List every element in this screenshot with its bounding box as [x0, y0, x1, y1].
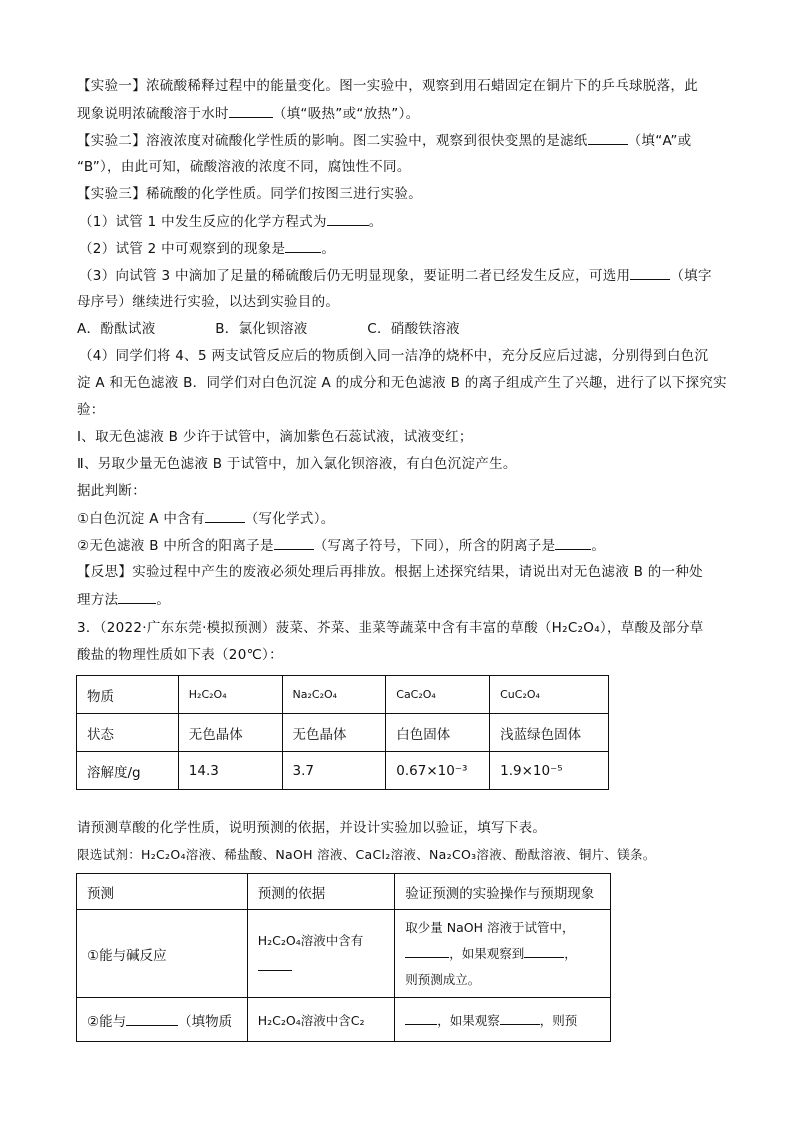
text-line: Ⅱ、另取少量无色滤液 B 于试管中，加入氯化钡溶液，有白色沉淀产生。	[77, 456, 517, 472]
table-cell: ，如果观察 ，则预	[395, 998, 611, 1042]
text-line: 请预测草酸的化学性质，说明预测的依据，并设计实验加以验证，填写下表。	[77, 820, 547, 836]
table-header-cell: 预测	[77, 874, 248, 910]
text-line: 验：	[77, 402, 105, 418]
options-line: A．酚酞试液 B．氯化钡溶液 C．硝酸铁溶液	[77, 321, 460, 337]
table-cell: 状态	[77, 714, 179, 752]
text-line: ②无色滤液 B 中所含的阳离子是 （写离子符号，下同），所含的阴离子是 。	[77, 538, 606, 554]
table-cell: 溶解度/g	[77, 752, 179, 790]
text-line: （3）向试管 3 中滴加了足量的稀硫酸后仍无明显现象，要证明二者已经发生反应，可选用 （填字	[79, 268, 712, 284]
text-line: 【实验三】稀硫酸的化学性质。同学们按图三进行实验。	[77, 186, 422, 202]
cell-text: 则预测成立。	[405, 971, 481, 987]
reagents-line: 限选试剂：H₂C₂O₄溶液、稀盐酸、NaOH 溶液、CaCl₂溶液、Na₂CO₃溶液、酚酞溶液、铜片、镁条。	[77, 847, 656, 862]
answer-blank[interactable]	[630, 266, 670, 280]
text-line: 淀 A 和无色滤液 B．同学们对白色沉淀 A 的成分和无色滤液 B 的离子组成产生了兴趣，进行了以下探究实	[77, 375, 727, 391]
text-line: Ⅰ、取无色滤液 B 少许于试管中，滴加紫色石蕊试液，试液变红；	[77, 429, 473, 445]
table-row	[77, 910, 611, 998]
table-cell: 白色固体	[386, 714, 490, 752]
prediction-table	[76, 873, 611, 1042]
table-cell: H₂C₂O₄	[178, 676, 282, 714]
answer-blank[interactable]	[285, 239, 321, 253]
table-cell: ①能与碱反应	[77, 910, 248, 998]
answer-blank[interactable]	[258, 957, 292, 971]
answer-blank[interactable]	[555, 536, 591, 550]
question-heading: 3．（2022·广东东莞·模拟预测）菠菜、芥菜、韭菜等蔬菜中含有丰富的草酸（H₂C₂O₄），草酸及部分草	[77, 620, 704, 636]
table-cell: CuC₂O₄	[490, 676, 609, 714]
cell-text: H₂C₂O₄溶液中含有	[257, 932, 364, 948]
answer-blank[interactable]	[500, 1011, 540, 1025]
text-line: ①白色沉淀 A 中含有 （写化学式）。	[77, 511, 335, 527]
table-header-cell: 验证预测的实验操作与预期现象	[395, 874, 611, 910]
table-cell: 物质	[77, 676, 179, 714]
answer-blank[interactable]	[118, 590, 156, 604]
table-row	[77, 874, 611, 910]
text-line: 理方法 。	[77, 592, 171, 608]
text-line: “B”），由此可知，硫酸溶液的浓度不同，腐蚀性不同。	[77, 159, 411, 175]
table-cell: 1.9×10⁻⁵	[490, 752, 609, 790]
table-cell: 14.3	[178, 752, 282, 790]
table-cell: H₂C₂O₄溶液中含C₂	[247, 998, 395, 1042]
text-line: 现象说明浓硫酸溶于水时 （填“吸热”或“放热”）。	[77, 106, 420, 122]
text-line: 据此判断：	[77, 483, 146, 499]
table-row	[77, 752, 609, 790]
answer-blank[interactable]	[126, 1012, 178, 1026]
text-line: 酸盐的物理性质如下表（20℃）：	[77, 647, 283, 663]
table-row	[77, 998, 611, 1042]
answer-blank[interactable]	[405, 1011, 437, 1025]
table-cell: 取少量 NaOH 溶液于试管中， ，如果观察到 ， 则预测成立。	[395, 910, 611, 998]
answer-blank[interactable]	[588, 131, 628, 145]
answer-blank[interactable]	[274, 536, 314, 550]
table-cell: CaC₂O₄	[386, 676, 490, 714]
text-line: （1）试管 1 中发生反应的化学方程式为 。	[79, 214, 383, 230]
table-cell: Na₂C₂O₄	[282, 676, 386, 714]
table-header-cell: 预测的依据	[247, 874, 395, 910]
table-cell: 0.67×10⁻³	[386, 752, 490, 790]
table-cell: ②能与 （填物质	[77, 998, 248, 1042]
table-cell: 3.7	[282, 752, 386, 790]
answer-blank[interactable]	[229, 104, 273, 118]
text-line: （2）试管 2 中可观察到的现象是 。	[79, 241, 336, 257]
text-line: 【反思】实验过程中产生的废液必须处理后再排放。根据上述探究结果，请说出对无色滤液 B 的一种处	[77, 564, 703, 580]
cell-text: 取少量 NaOH 溶液于试管中，	[405, 919, 575, 935]
table-cell: 浅蓝绿色固体	[490, 714, 609, 752]
answer-blank[interactable]	[327, 212, 369, 226]
answer-blank[interactable]	[205, 509, 245, 523]
table-cell: 无色晶体	[178, 714, 282, 752]
table-row	[77, 676, 609, 714]
table-cell: 无色晶体	[282, 714, 386, 752]
text-line: （4）同学们将 4、5 两支试管反应后的物质倒入同一洁净的烧杯中，充分反应后过滤，分别得到白色沉	[79, 348, 709, 364]
table-cell	[247, 910, 395, 998]
text-line: 【实验二】溶液浓度对硫酸化学性质的影响。图二实验中，观察到很快变黑的是滤纸 （填“A”或	[77, 133, 692, 149]
properties-table	[76, 675, 609, 790]
text-line: 母序号）继续进行实验，以达到实验目的。	[77, 294, 340, 310]
answer-blank[interactable]	[524, 944, 564, 958]
table-row	[77, 714, 609, 752]
answer-blank[interactable]	[405, 944, 449, 958]
text-line: 【实验一】浓硫酸稀释过程中的能量变化。图一实验中，观察到用石蜡固定在铜片下的乒乓球脱落，此	[77, 78, 698, 94]
